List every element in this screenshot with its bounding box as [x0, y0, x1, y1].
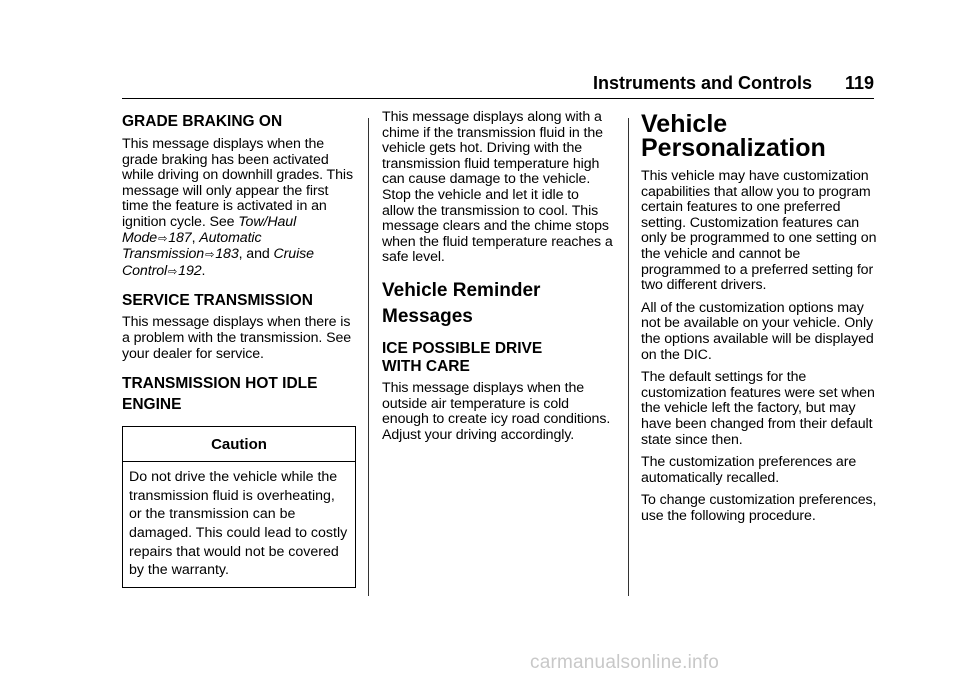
watermark: carmanualsonline.info	[530, 652, 720, 673]
heading-vehicle-personalization: Vehicle Personalization	[641, 110, 826, 162]
heading-transmission-hot-idle: TRANSMISSION HOT IDLE ENGINE	[122, 375, 318, 414]
page-ref-icon: ⇨	[158, 232, 168, 245]
personalization-para-5: To change customization preferences, use the following procedure.	[641, 492, 877, 524]
column-right	[641, 110, 879, 524]
page-ref-icon: ⇨	[205, 249, 215, 262]
personalization-para-3: The default settings for the customization features were set when the vehicle left the factory, but may have been changed from their default state since then.	[641, 369, 875, 448]
heading-grade-braking: GRADE BRAKING ON	[122, 113, 283, 130]
personalization-para-1: This vehicle may have customization capabilities that allow you to program certain features to one preferred setting. Customization features can only be programmed to one setting on the vehicle and cannot be programmed to a preferred setting for two different drivers.	[641, 168, 877, 294]
heading-service-transmission: SERVICE TRANSMISSION	[122, 292, 313, 310]
section-title: Instruments and Controls	[592, 73, 812, 93]
page-header	[122, 72, 874, 99]
hot-idle-text: This message displays along with a chime if the transmission fluid in the vehicle gets hot. Driving with the transmission fluid temperature high can cause damage to the vehicle. Stop the vehicle and let it idle to allow the transmission to cool. This message clears and the chime stops when the fluid temperature reaches a safe level.	[382, 109, 613, 266]
heading-ice-possible: ICE POSSIBLE DRIVE WITH CARE	[382, 339, 543, 375]
column-middle	[382, 110, 614, 443]
ref-tow-haul-mode[interactable]: Tow/Haul Mode	[122, 213, 297, 246]
ice-text: This message displays when the outside air temperature is cold enough to create icy road conditions. Adjust your driving accordingly.	[382, 379, 611, 443]
heading-vehicle-reminder: Vehicle Reminder Messages	[382, 279, 541, 327]
service-transmission-text: This message displays when there is a problem with the transmission. See your dealer for service.	[122, 314, 352, 362]
personalization-para-2: All of the customization options may not be available on your vehicle. Only the options available will be displayed on the DIC.	[641, 299, 874, 363]
page-number: 119	[844, 73, 874, 93]
ref-cruise-control[interactable]: Cruise Control	[122, 246, 314, 279]
column-divider	[368, 118, 369, 596]
caution-text: Do not drive the vehicle while the transmission fluid is overheating, or the transmission can be damaged. This could lead to costly repairs that would not be covered by the warranty.	[129, 469, 348, 579]
column-left	[122, 110, 356, 588]
column-divider	[628, 118, 629, 596]
caution-title: Caution	[123, 427, 355, 462]
personalization-para-4: The customization preferences are automatically recalled.	[641, 454, 857, 486]
ref-automatic-transmission[interactable]: Automatic Transmission	[122, 229, 262, 263]
grade-braking-text: This message displays when the grade braking has been activated while driving on downhill grades. This message will only appear the first time the feature is activated in an ignition cycle. See Tow/Haul Mode⇨187, Automatic Transmission⇨183, and Cruise Control⇨192.	[122, 136, 353, 279]
caution-box	[122, 426, 356, 588]
page-ref-icon: ⇨	[168, 265, 178, 278]
